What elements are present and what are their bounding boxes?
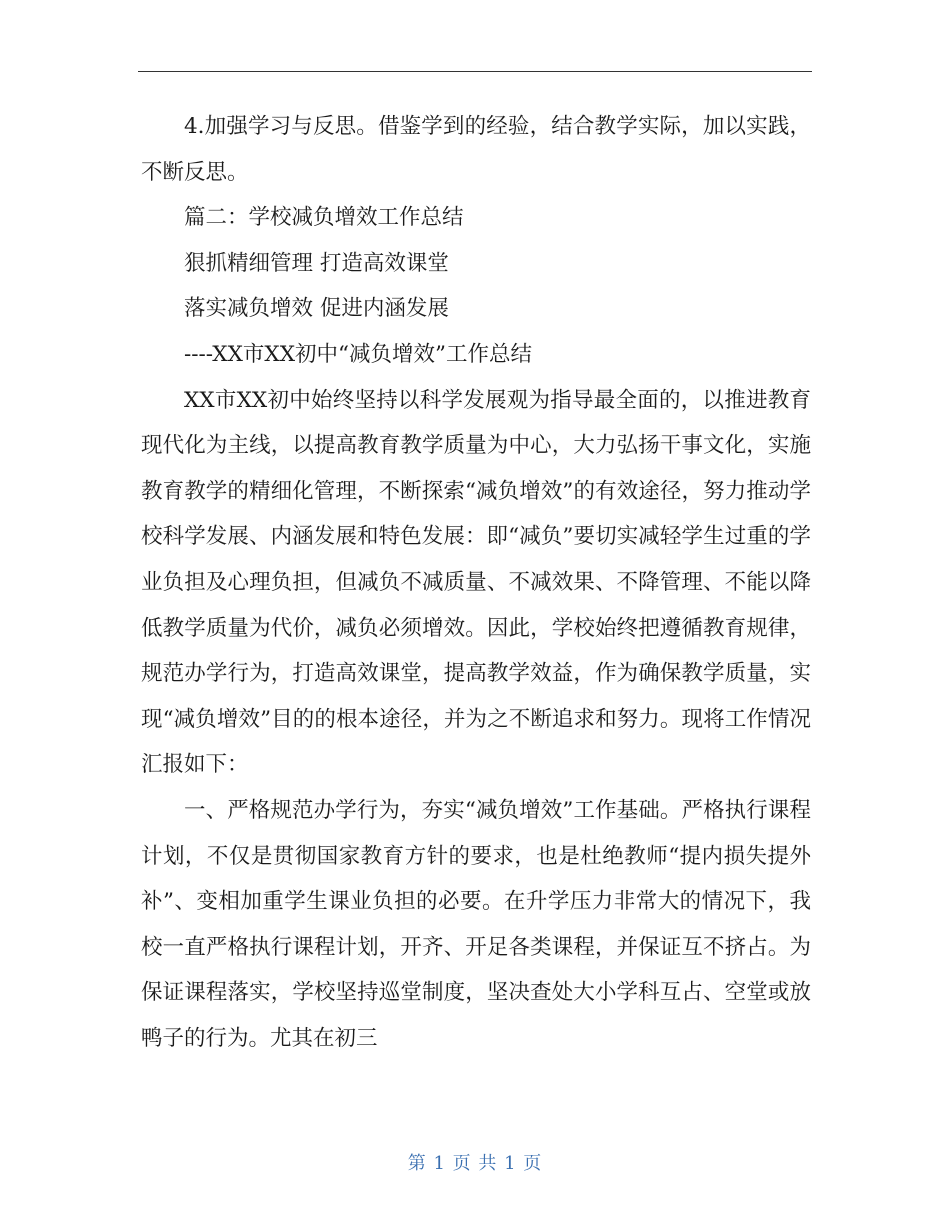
subtitle-line: ----XX市XX初中“减负增效”工作总结 [184,341,533,367]
article-two-heading: 篇二：学校减负增效工作总结 [184,205,464,231]
title-line-one: 狠抓精细管理 打造高效课堂 [184,250,449,276]
title-line-two: 落实减负增效 促进内涵发展 [184,296,449,322]
paragraph-section-one: 一、严格规范办学行为，夯实“减负增效”工作基础。严格执行课程计划，不仅是贯彻国家教育方针的要求，也是杜绝教师“提内损失提外补”、变相加重学生课业负担的必要。在升学压力非常大的情况下，我校一直严格执行课程计划，开齐、开足各类课程，并保证互不挤占。为保证课程落实，学校坚持巡堂制度，坚决查处大小学科互占、空堂或放鸭子的行为。尤其在初三 [141,797,811,1051]
header-rule [138,71,812,72]
paragraph-study-reflect: 4.加强学习与反思。借鉴学到的经验，结合教学实际，加以实践，不断反思。 [141,114,811,185]
page-number-footer: 第 1 页 共 1 页 [407,1153,543,1174]
document-body [141,104,811,1061]
paragraph-intro: XX市XX初中始终坚持以科学发展观为指导最全面的，以推进教育现代化为主线，以提高教育教学质量为中心，大力弘扬干事文化，实施教育教学的精细化管理，不断探索“减负增效”的有效途径，努力推动学校科学发展、内涵发展和特色发展：即“减负”要切实减轻学生过重的学业负担及心理负担，但减负不减质量、不减效果、不降管理、不能以降低教学质量为代价，减负必须增效。因此，学校始终把遵循教育规律，规范办学行为，打造高效课堂，提高教学效益，作为确保教学质量，实现“减负增效”目的的根本途径，并为之不断追求和努力。现将工作情况汇报如下： [141,387,811,778]
